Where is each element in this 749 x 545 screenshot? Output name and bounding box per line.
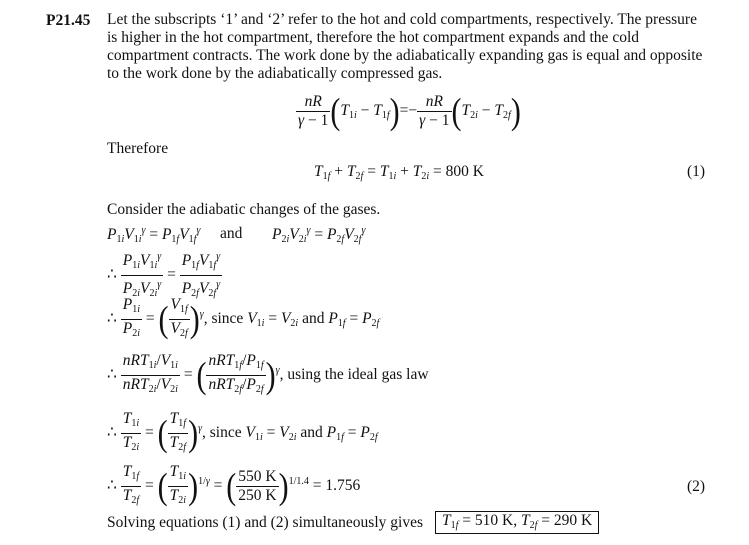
- eq2-exponent: 1/1.4: [288, 476, 309, 488]
- since-text: , since: [202, 424, 246, 442]
- ratio-step-4: ∴ $\frac{T_{1i}}{T_{2i}}$ = ( $\frac{T_{1f}}{T_{2f}}$ )$^\gamma$, since $V_{1i} = V_{2i}$ and $P_{1f} = P_{2f}$: [107, 410, 378, 457]
- equation-1: $T_{1f} + T_{2f} = T_{1i} + T_{2i} = 800$ K: [314, 163, 484, 182]
- equation-1-tag: (1): [687, 163, 706, 180]
- eq2-denominator: 250 K: [238, 487, 277, 504]
- ideal-gas-text: , using the ideal gas law: [279, 366, 429, 384]
- and-word: and: [298, 310, 329, 328]
- since-text: , since: [203, 310, 248, 328]
- equation-1-rhs: = 800 K: [433, 163, 484, 180]
- equation-2-tag: (2): [687, 478, 706, 495]
- ratio-step-1: ∴ $\frac{P_{1i}V_{1i}^\gamma}{P_{2i}V_{2i}^\gamma}$ = $\frac{P_{1f}V_{1f}^\gamma}{P_{2f}V_{2f}^\gamma}$: [107, 248, 222, 303]
- solving-text: Solving equations (1) and (2) simultaneously gives: [107, 514, 423, 531]
- problem-number: P21.45: [46, 12, 91, 29]
- ratio-step-2: ∴ $\frac{P_{1i}}{P_{2i}}$ = ( $\frac{V_{1f}}{V_{2f}}$ )$^\gamma$, since $V_{1i} = V_{2i}$ and $P_{1f} = P_{2f}$: [107, 296, 379, 343]
- answer-t2: = 290 K: [537, 512, 593, 529]
- eq2-numerator: 550 K: [238, 468, 277, 485]
- answer-box: $T_{1f} = 510$ K, $T_{2f} = 290$ K: [435, 511, 599, 534]
- eq2-result: = 1.756: [312, 477, 361, 495]
- equation-2: ∴ $\frac{T_{1f}}{T_{2f}}$ = ( $\frac{T_{1i}}{T_{2i}}$ )$^{1/\gamma}$ = ( $\frac{550 K}{250 K}$ )$^{1/1.4}$ = 1.756: [107, 463, 360, 510]
- consider-text: Consider the adiabatic changes of the gases.: [107, 201, 381, 218]
- answer-t1: = 510 K,: [458, 512, 521, 529]
- adiabatic-relation-2: $P_{2i}V_{2i}^\gamma = P_{2f}V_{2f}^\gamma$: [272, 225, 366, 245]
- therefore-label: Therefore: [107, 140, 169, 157]
- work-equation: $\frac{nR}{\gamma - 1}$ $(T_{1i} - T_{1f})=-$ $\frac{nR}{\gamma - 1}$ $(T_{2i} - T_{2f})$: [298, 90, 521, 132]
- and-label: and: [220, 225, 243, 242]
- adiabatic-relation-1: $P_{1i}V_{1i}^\gamma = P_{1f}V_{1f}^\gamma$: [107, 225, 201, 245]
- intro-paragraph: Let the subscripts ‘1’ and ‘2’ refer to the hot and cold compartments, respectively. The pressure is higher in the hot compartment, therefore the hot compartment expands and the cold compartment contracts. The work done by the adiabatically expanding gas is equal and opposite to the work done by the adiabatically compressed gas.: [107, 11, 703, 82]
- and-word: and: [296, 424, 327, 442]
- ratio-step-3: ∴ $\frac{nRT_{1i}/V_{1i}}{nRT_{2i}/V_{2i}}$ = ( $\frac{nRT_{1f}/P_{1f}}{nRT_{2f}/P_{2f}}$ )$^\gamma$, using the ideal gas law: [107, 352, 429, 399]
